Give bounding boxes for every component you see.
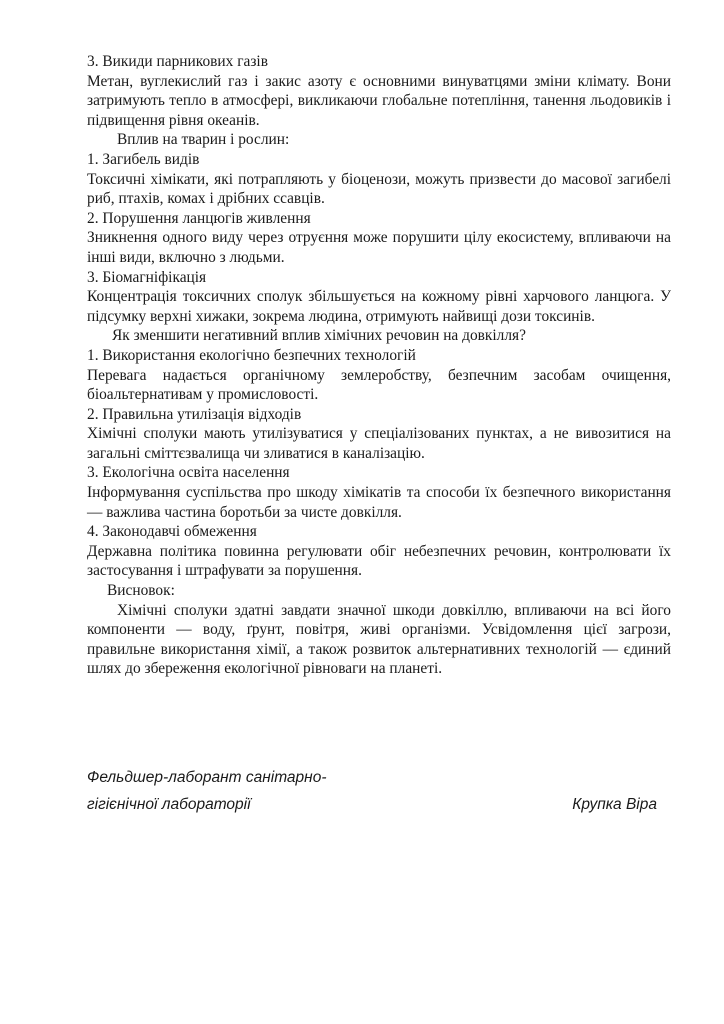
- paragraph-food-chain: Зникнення одного виду через отруєння може порушити цілу екосистему, впливаючи на інші види, включно з людьми.: [87, 229, 671, 266]
- section-heading-greenhouse-gases: 3. Викиди парникових газів: [87, 53, 268, 70]
- signature-position-line1: Фельдшер-лаборант санітарно-: [87, 769, 327, 786]
- signature-row: [87, 791, 671, 818]
- subheading-impact-on-animals-plants: Вплив на тварин і рослин:: [117, 131, 290, 149]
- list-heading-food-chain: 2. Порушення ланцюгів живлення: [87, 209, 311, 227]
- signature-position-line2: гігієнічної лабораторії: [87, 796, 251, 813]
- list-heading-waste-disposal: 2. Правильна утилізація відходів: [87, 405, 302, 423]
- list-heading-eco-education: 3. Екологічна освіта населення: [87, 464, 290, 482]
- signature-block: [87, 764, 671, 818]
- list-heading-biomagnification: 3. Біомагніфікація: [87, 268, 207, 286]
- paragraph-eco-education: Інформування суспільства про шкоду хімікатів та способи їх безпечного використання — важлива частина боротьби за чисте довкілля.: [87, 484, 671, 521]
- document-body: [87, 52, 671, 679]
- signature-name: Крупка Віра: [572, 796, 657, 813]
- paragraph-greenhouse-gases: Метан, вуглекислий газ і закис азоту є основними винуватцями зміни клімату. Вони затримують тепло в атмосфері, викликаючи глобальне потепління, танення льодовиків і підвищення рівня океанів.: [87, 72, 671, 129]
- paragraph-legislation: Державна політика повинна регулювати обіг небезпечних речовин, контролювати їх застосування і штрафувати за порушення.: [87, 542, 671, 580]
- subheading-conclusion: Висновок:: [107, 582, 175, 600]
- paragraph-biomagnification: Концентрація токсичних сполук збільшується на кожному рівні харчового ланцюга. У підсумку верхні хижаки, зокрема людина, отримують найвищі дози токсинів.: [87, 288, 671, 325]
- list-heading-legislation: 4. Законодавчі обмеження: [87, 523, 257, 541]
- paragraph-species-death: Токсичні хімікати, які потрапляють у біоценози, можуть призвести до масової загибелі риб, птахів, комах і дрібних ссавців.: [87, 170, 671, 208]
- list-heading-eco-technologies: 1. Використання екологічно безпечних технологій: [87, 346, 416, 364]
- subheading-how-to-reduce: Як зменшити негативний вплив хімічних речовин на довкілля?: [112, 327, 526, 345]
- paragraph-waste-disposal: Хімічні сполуки мають утилізуватися у спеціалізованих пунктах, а не вивозитися на загальні сміттєзвалища чи зливатися в каналізацію.: [87, 425, 671, 462]
- list-heading-species-death: 1. Загибель видів: [87, 150, 200, 168]
- paragraph-eco-technologies: Перевага надається органічному землеробству, безпечним засобам очищення, біоальтернативам у промисловості.: [87, 366, 671, 404]
- paragraph-conclusion: Хімічні сполуки здатні завдати значної шкоди довкіллю, впливаючи на всі його компоненти — воду, ґрунт, повітря, живі організми. Усвідомлення цієї загрози, правильне використання хімії, а також розвиток альтернативних технологій — єдиний шлях до збереження екологічної рівноваги на планеті.: [87, 601, 671, 678]
